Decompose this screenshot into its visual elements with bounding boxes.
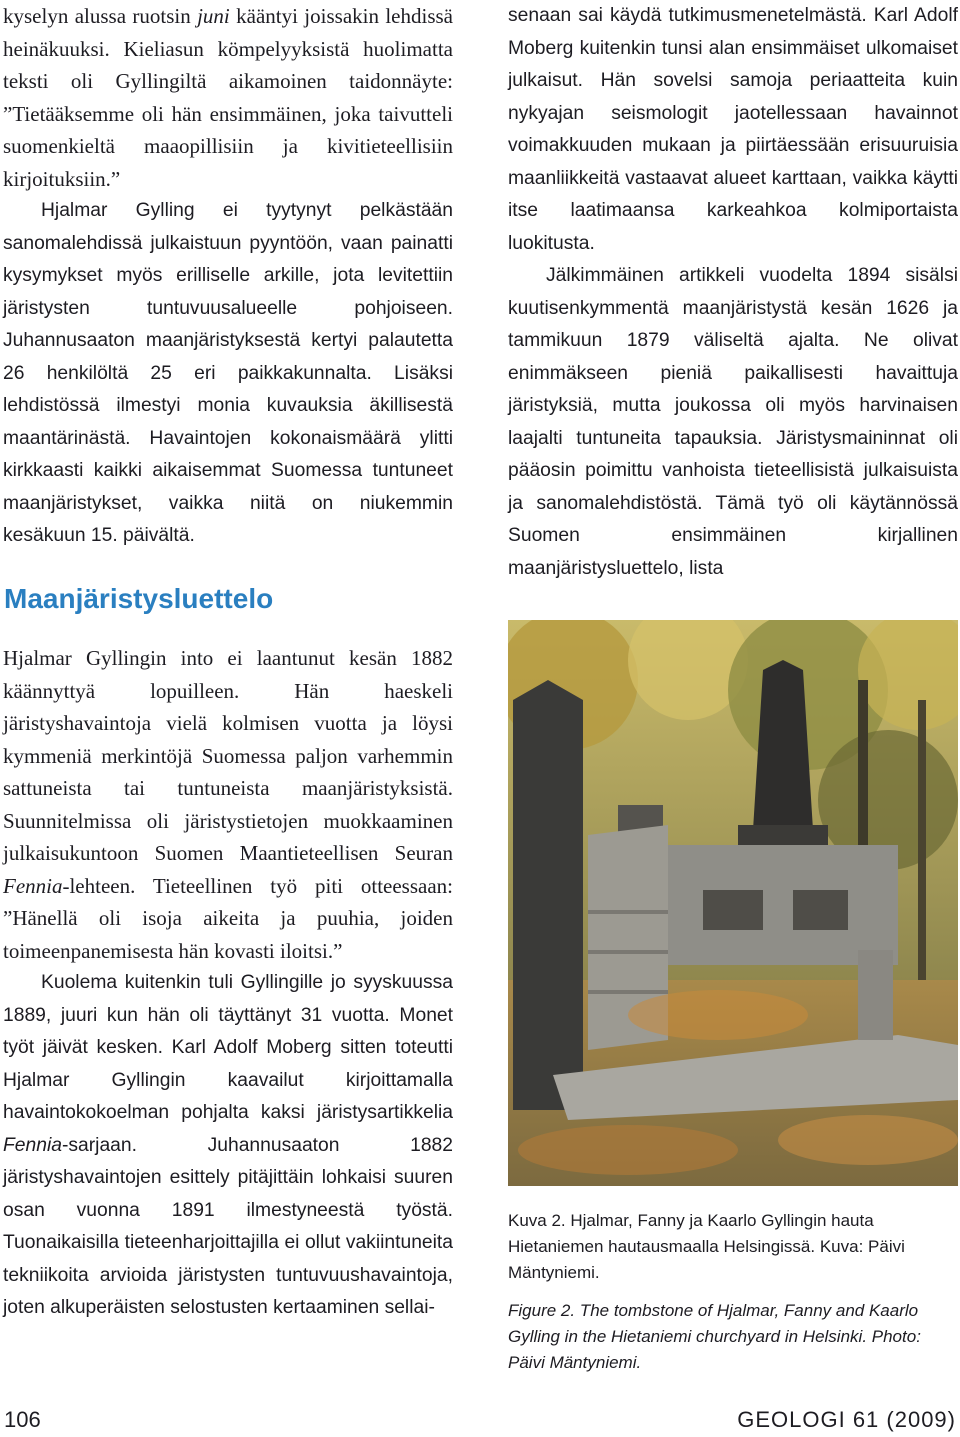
paragraph-intro <box>3 0 453 195</box>
paragraph-catalogue <box>3 642 453 967</box>
italic-word: juni <box>197 4 230 28</box>
journal-footer: GEOLOGI 61 (2009) <box>737 1407 956 1432</box>
paragraph-death <box>3 967 453 1325</box>
left-column-top <box>3 0 453 553</box>
tombstone-photo <box>508 620 958 1186</box>
caption-finnish: Kuva 2. Hjalmar, Fanny ja Kaarlo Gyllingin hauta Hietaniemen hautausmaalla Helsingissä. Kuva: Päivi Mäntyniemi. <box>508 1211 905 1282</box>
journal-name: Fennia <box>3 873 63 898</box>
text-run: -sarjaan. Juhannusaaton 1882 järistyshavaintojen esittely pitäjittäin lohkaisi suuren osan vuonna 1891 ilmestyneestä työstä. Tuonaikaisilla tieteenharjoittajilla ei ollut vakiintuneita tekniikoita arvioida järistysten tuntuvuushavaintoja, joten alkuperäisten selostusten kertaaminen sellai- <box>3 1134 453 1318</box>
paragraph-article-1894: Jälkimmäinen artikkeli vuodelta 1894 sisälsi kuutisenkymmentä maanjäristystä kesän 1626 ja tammikuun 1879 väliseltä ajalta. Ne olivat enimmäkseen pieniä paikallisesti havaittuja järistyksiä, mutta joukossa oli myös harvinaisen laajalti tuntuneita tapauksia. Järistysmaininnat oli pääosin poimittu vanhoista tieteellisistä julkaisuista ja sanomalehdistöstä. Tämä työ oli käytännössä Suomen ensimmäinen kirjallinen maanjäristysluettelo, lista <box>508 265 958 579</box>
page-number: 106 <box>4 1407 41 1432</box>
text-run: -lehteen. Tieteellinen työ piti otteessaan: ”Hänellä oli isoja aikeita ja puuhia, joiden toimeenpanemisesta hän kovasti iloitsi.” <box>3 873 453 963</box>
text-run: Hjalmar Gyllingin into ei laantunut kesän 1882 käännyttyä lopuilleen. Hän haeskeli järistyshavaintoja vielä kolmisen vuotta ja löysi kymmeniä merkintöjä Suomessa paljon varhemmin sattuneista tai tuntuneista maanjäristyksistä. Suunnitelmissa oli järistystietojen muokkaaminen julkaisukuntoon Suomen Maantieteellisen Seuran <box>3 646 453 865</box>
section-heading: Maanjäristysluettelo <box>4 583 274 614</box>
tombstone-photo-illustration <box>508 620 958 1186</box>
caption-english: Figure 2. The tombstone of Hjalmar, Fanny and Kaarlo Gylling in the Hietaniemi churchyard in Helsinki. Photo: Päivi Mäntyniemi. <box>508 1301 921 1372</box>
paragraph-questionnaire: Hjalmar Gylling ei tyytynyt pelkästään sanomalehdissä julkaistuun pyyntöön, vaan painatti kysymykset myös erilliselle arkille, jota levitettiin järistysten tuntuvuusalueelle pohjoiseen. Juhannusaaton maanjäristyksestä kertyi palautetta 26 henkilöltä 25 eri paikkakunnalta. Lisäksi lehdistössä ilmestyi monia kuvauksia äkillisestä maantärinästä. Havaintojen kokonaismäärä ylitti kirkkaasti kaikki aikaisemmat Suomessa tuntuneet maanjäristykset, vaikka niitä on niukemmin kesäkuun 15. päivältä. <box>3 200 453 546</box>
text-run: kyselyn alussa ruotsin <box>3 4 198 28</box>
text-run: Kuolema kuitenkin tuli Gyllingille jo syyskuussa 1889, juuri kun hän oli täyttänyt 31 vuotta. Monet työt jäivät kesken. Karl Adolf Moberg sitten toteutti Hjalmar Gyllingin kaavailut kirjoittamalla havaintokokoelman pohjalta kaksi järistysartikkelia <box>3 972 453 1123</box>
left-column-bottom <box>3 642 453 1325</box>
text-run: kääntyi joissakin lehdissä heinäkuuksi. Kieliasun kömpelyyksistä huolimatta teksti oli Gyllingiltä aikamoinen taidonnäyte: ”Tietääksemme oli hän ensimmäinen, joka taivutteli suomenkieltä maaopillisiin ja kivitieteellisiin kirjoituksiin.” <box>3 4 454 191</box>
journal-name: Fennia <box>3 1134 62 1156</box>
figure-caption <box>508 1208 958 1388</box>
paragraph-moberg: senaan sai käydä tutkimusmenetelmästä. Karl Adolf Moberg kuitenkin tunsi alan ensimmäiset ulkomaiset julkaisut. Hän sovelsi samoja periaatteita kuin nykyajan seismologit jaotellessaan havainnot voimakkuuden mukaan ja piirtäessään erisuuruisia maanliikkeitä vastaavat alueet karttaan, vaikka käytti itse laatimaansa karkeahkoa kolmiportaista luokitusta. <box>508 5 958 254</box>
right-column <box>508 0 958 585</box>
